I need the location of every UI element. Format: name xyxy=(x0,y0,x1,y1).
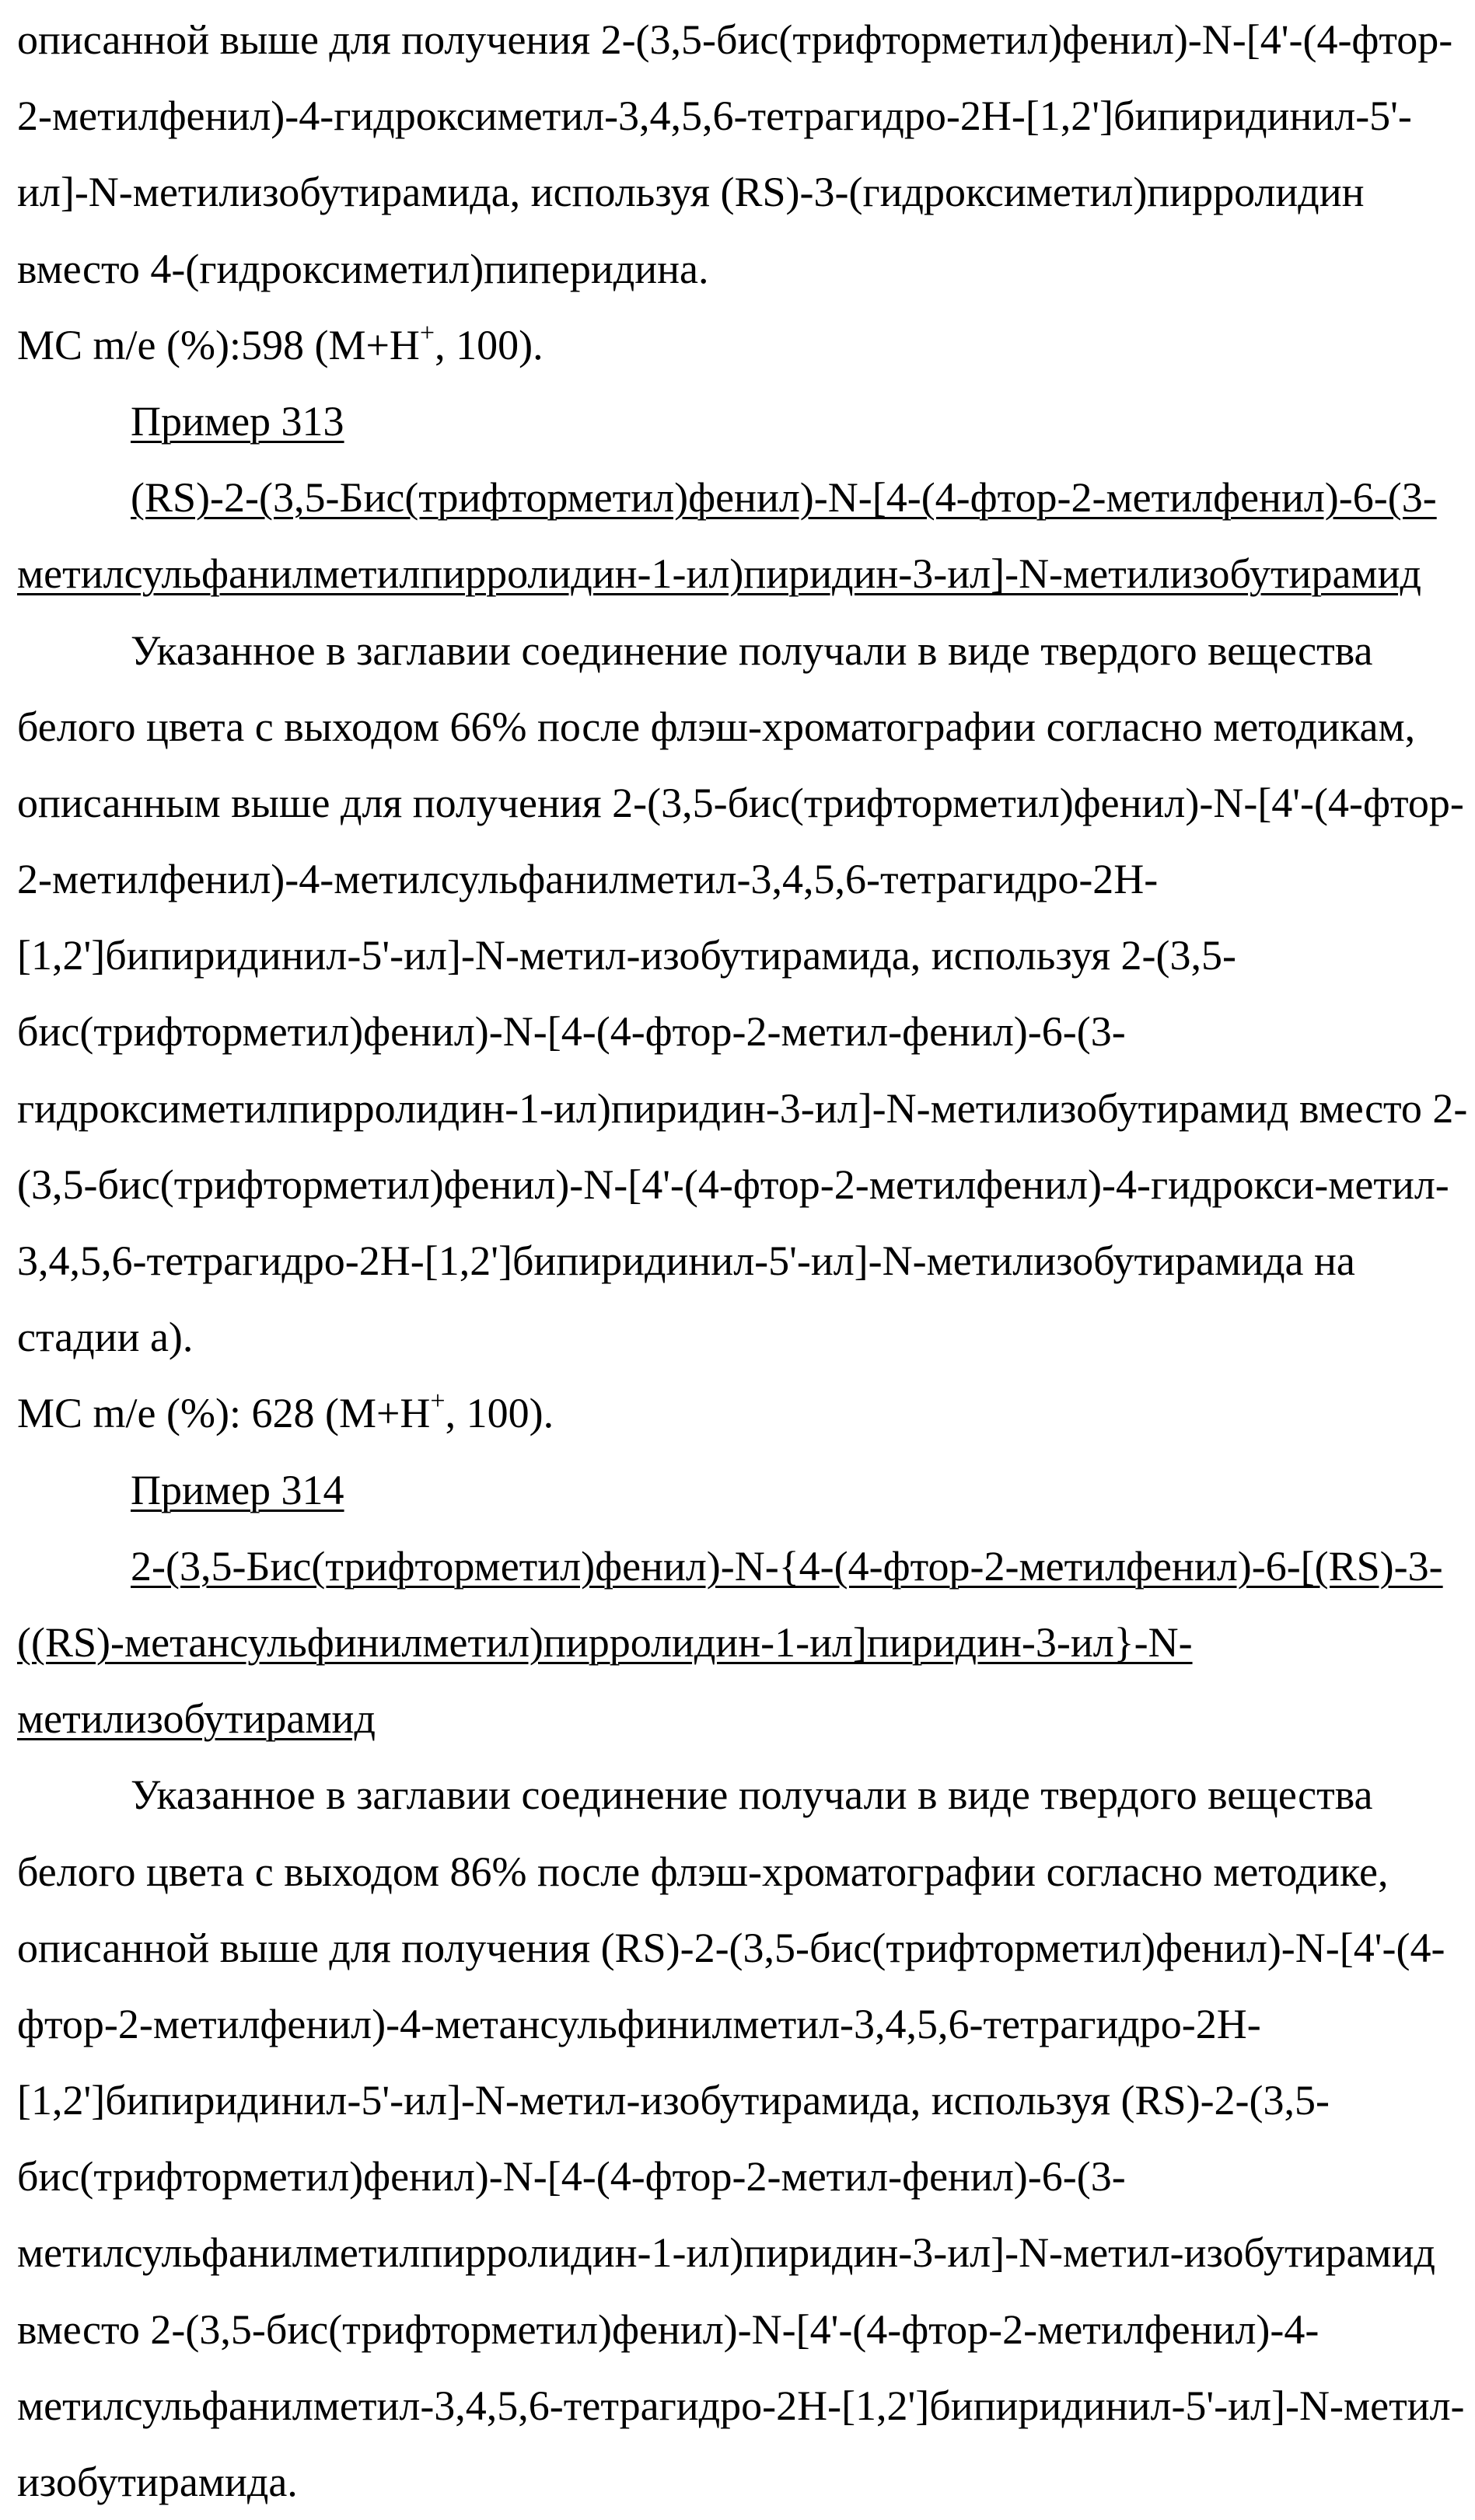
text-line: белого цвета с выходом 66% после флэш-хроматографии согласно методикам, xyxy=(17,703,1416,750)
text-line: метилсульфанилметил-3,4,5,6-тетрагидро-2H-[1,2']бипиридинил-5'-ил]-N-метил- xyxy=(17,2382,1465,2429)
compound-name-line: метилсульфанилметилпирролидин-1-ил)пиридин-3-ил]-N-метилизобутирамид xyxy=(17,550,1421,598)
text-line: описанной выше для получения (RS)-2-(3,5-бис(трифторметил)фенил)-N-[4'-(4- xyxy=(17,1924,1445,1971)
text-line: 2-метилфенил)-4-метилсульфанилметил-3,4,5,6-тетрагидро-2H- xyxy=(17,856,1159,903)
mass-spec-line: МС m/e (%):598 (M+H+, 100). xyxy=(17,318,544,368)
text-line: ил]-N-метилизобутирамида, используя (RS)-3-(гидроксиметил)пирролидин xyxy=(17,169,1365,216)
text-line: [1,2']бипиридинил-5'-ил]-N-метил-изобутирамида, используя 2-(3,5- xyxy=(17,932,1237,979)
text-line: 3,4,5,6-тетрагидро-2H-[1,2']бипиридинил-5'-ил]-N-метилизобутирамида на xyxy=(17,1237,1355,1284)
intro-paragraph xyxy=(0,2,1475,307)
example-314 xyxy=(0,1452,1475,2520)
example-paragraph xyxy=(0,613,1475,1376)
text-line: гидроксиметилпирролидин-1-ил)пиридин-3-ил]-N-метилизобутирамид вместо 2- xyxy=(17,1084,1468,1132)
text-line: (3,5-бис(трифторметил)фенил)-N-[4'-(4-фтор-2-метилфенил)-4-гидрокси-метил- xyxy=(17,1161,1449,1208)
example-title: Пример 313 xyxy=(131,397,344,445)
text-line: фтор-2-метилфенил)-4-метансульфинилметил-3,4,5,6-тетрагидро-2H- xyxy=(17,2000,1261,2047)
compound-name-line: метилизобутирамид xyxy=(17,1695,376,1743)
example-paragraph xyxy=(0,1757,1475,2520)
compound-name-line: (RS)-2-(3,5-Бис(трифторметил)фенил)-N-[4-(4-фтор-2-метилфенил)-6-(3- xyxy=(131,474,1437,522)
text-line: Указанное в заглавии соединение получали в виде твердого вещества xyxy=(131,1771,1373,1819)
text-line: метилсульфанилметилпирролидин-1-ил)пиридин-3-ил]-N-метил-изобутирамид xyxy=(17,2229,1435,2277)
text-line: 2-метилфенил)-4-гидроксиметил-3,4,5,6-тетрагидро-2H-[1,2']бипиридинил-5'- xyxy=(17,92,1412,140)
superscript-plus: + xyxy=(419,318,435,347)
example-title: Пример 314 xyxy=(131,1466,344,1513)
text-line: Указанное в заглавии соединение получали в виде твердого вещества xyxy=(131,627,1373,674)
text-line: вместо 2-(3,5-бис(трифторметил)фенил)-N-[4'-(4-фтор-2-метилфенил)-4- xyxy=(17,2305,1319,2353)
compound-name-line: ((RS)-метансульфинилметил)пирролидин-1-ил]пиридин-3-ил}-N- xyxy=(17,1618,1193,1666)
superscript-plus: + xyxy=(430,1387,446,1416)
text-line: вместо 4-(гидроксиметил)пиперидина. xyxy=(17,245,709,292)
text-line: бис(трифторметил)фенил)-N-[4-(4-фтор-2-метил-фенил)-6-(3- xyxy=(17,2153,1126,2201)
compound-name-line: 2-(3,5-Бис(трифторметил)фенил)-N-{4-(4-фтор-2-метилфенил)-6-[(RS)-3- xyxy=(131,1542,1443,1590)
text-line: бис(трифторметил)фенил)-N-[4-(4-фтор-2-метил-фенил)-6-(3- xyxy=(17,1008,1126,1056)
text-line: стадии а). xyxy=(17,1314,194,1361)
example-313 xyxy=(0,383,1475,1452)
text-line: описанной выше для получения 2-(3,5-бис(трифторметил)фенил)-N-[4'-(4-фтор- xyxy=(17,16,1453,63)
text-line: белого цвета с выходом 86% после флэш-хроматографии согласно методике, xyxy=(17,1848,1389,1895)
text-line: изобутирамида. xyxy=(17,2459,298,2505)
text-line: [1,2']бипиридинил-5'-ил]-N-метил-изобутирамида, используя (RS)-2-(3,5- xyxy=(17,2077,1330,2124)
mass-spec-line: МС m/e (%): 628 (M+H+, 100). xyxy=(17,1387,554,1437)
text-line: описанным выше для получения 2-(3,5-бис(трифторметил)фенил)-N-[4'-(4-фтор- xyxy=(17,779,1464,826)
